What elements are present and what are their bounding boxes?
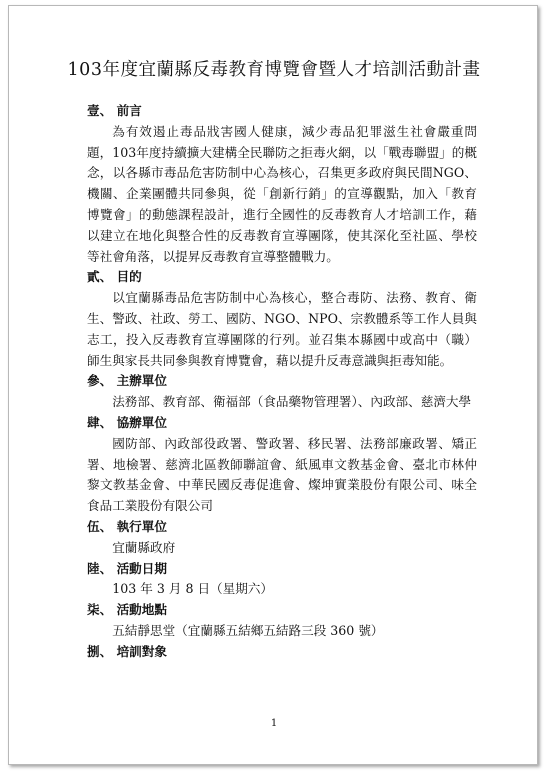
section-organizer xyxy=(87,371,477,413)
section-heading: 伍、 執行單位 xyxy=(87,518,167,534)
section-co-organizer xyxy=(87,413,477,517)
section-paragraph: 法務部、教育部、衛福部（食品藥物管理署）、內政部、慈濟大學 xyxy=(112,394,472,410)
section-venue xyxy=(87,600,477,642)
section-paragraph: 為有效遏止毒品戕害國人健康，減少毒品犯罪滋生社會嚴重問題，103年度持續擴大建構全民聯防之拒毒火網，以「戰毒聯盟」的概念，以各縣市毒品危害防制中心為核心，召集更多政府與民間NGO、機關、企業團體共同參與，從「創新行銷」的宣導觀點，加入「教育博覽會」的動態課程設計，進行全國性的反毒教育人才培訓工作，藉以建立在地化與整合性的反毒教育宣導團隊，使其深化至社區、學校等社會角落，以提昇反毒教育宣導整體戰力。 xyxy=(87,123,477,264)
section-heading: 柒、 活動地點 xyxy=(87,602,167,618)
section-date xyxy=(87,559,477,601)
section-paragraph: 以宜蘭縣毒品危害防制中心為核心，整合毒防、法務、教育、衛生、警政、社政、勞工、國防、NGO、NPO、宗教體系等工作人員與志工，投入反毒教育宣導團隊的行列。並召集本縣國中或高中（職）師生與家長共同參與教育博覽會，藉以提升反毒意識與拒毒知能。 xyxy=(87,290,477,368)
section-target xyxy=(87,642,477,663)
document-title: 103年度宜蘭縣反毒教育博覽會暨人才培訓活動計畫 xyxy=(67,60,481,80)
section-paragraph: 五結靜思堂（宜蘭縣五結鄉五結路三段 360 號） xyxy=(112,622,384,638)
section-heading: 肆、 協辦單位 xyxy=(87,414,167,430)
document-body xyxy=(87,101,477,663)
section-heading: 陸、 活動日期 xyxy=(87,560,167,576)
section-heading: 捌、 培訓對象 xyxy=(87,643,167,659)
document-page xyxy=(8,5,538,765)
section-heading: 參、 主辦單位 xyxy=(87,373,167,389)
section-heading: 壹、 前言 xyxy=(87,103,142,118)
section-paragraph: 國防部、內政部役政署、警政署、移民署、法務部廉政署、矯正署、地檢署、慈濟北區教師聯誼會、紙風車文教基金會、臺北市林仲黎文教基金會、中華民國反毒促進會、燦坤實業股份有限公司、味全食品工業股份有限公司 xyxy=(87,435,477,514)
section-purpose xyxy=(87,267,477,371)
section-preface xyxy=(87,101,477,267)
section-paragraph: 103 年 3 月 8 日（星期六） xyxy=(112,581,274,597)
section-heading: 貳、 目的 xyxy=(87,269,142,285)
section-paragraph: 宜蘭縣政府 xyxy=(112,539,176,555)
page-number: 1 xyxy=(270,718,278,729)
section-executor xyxy=(87,517,477,559)
